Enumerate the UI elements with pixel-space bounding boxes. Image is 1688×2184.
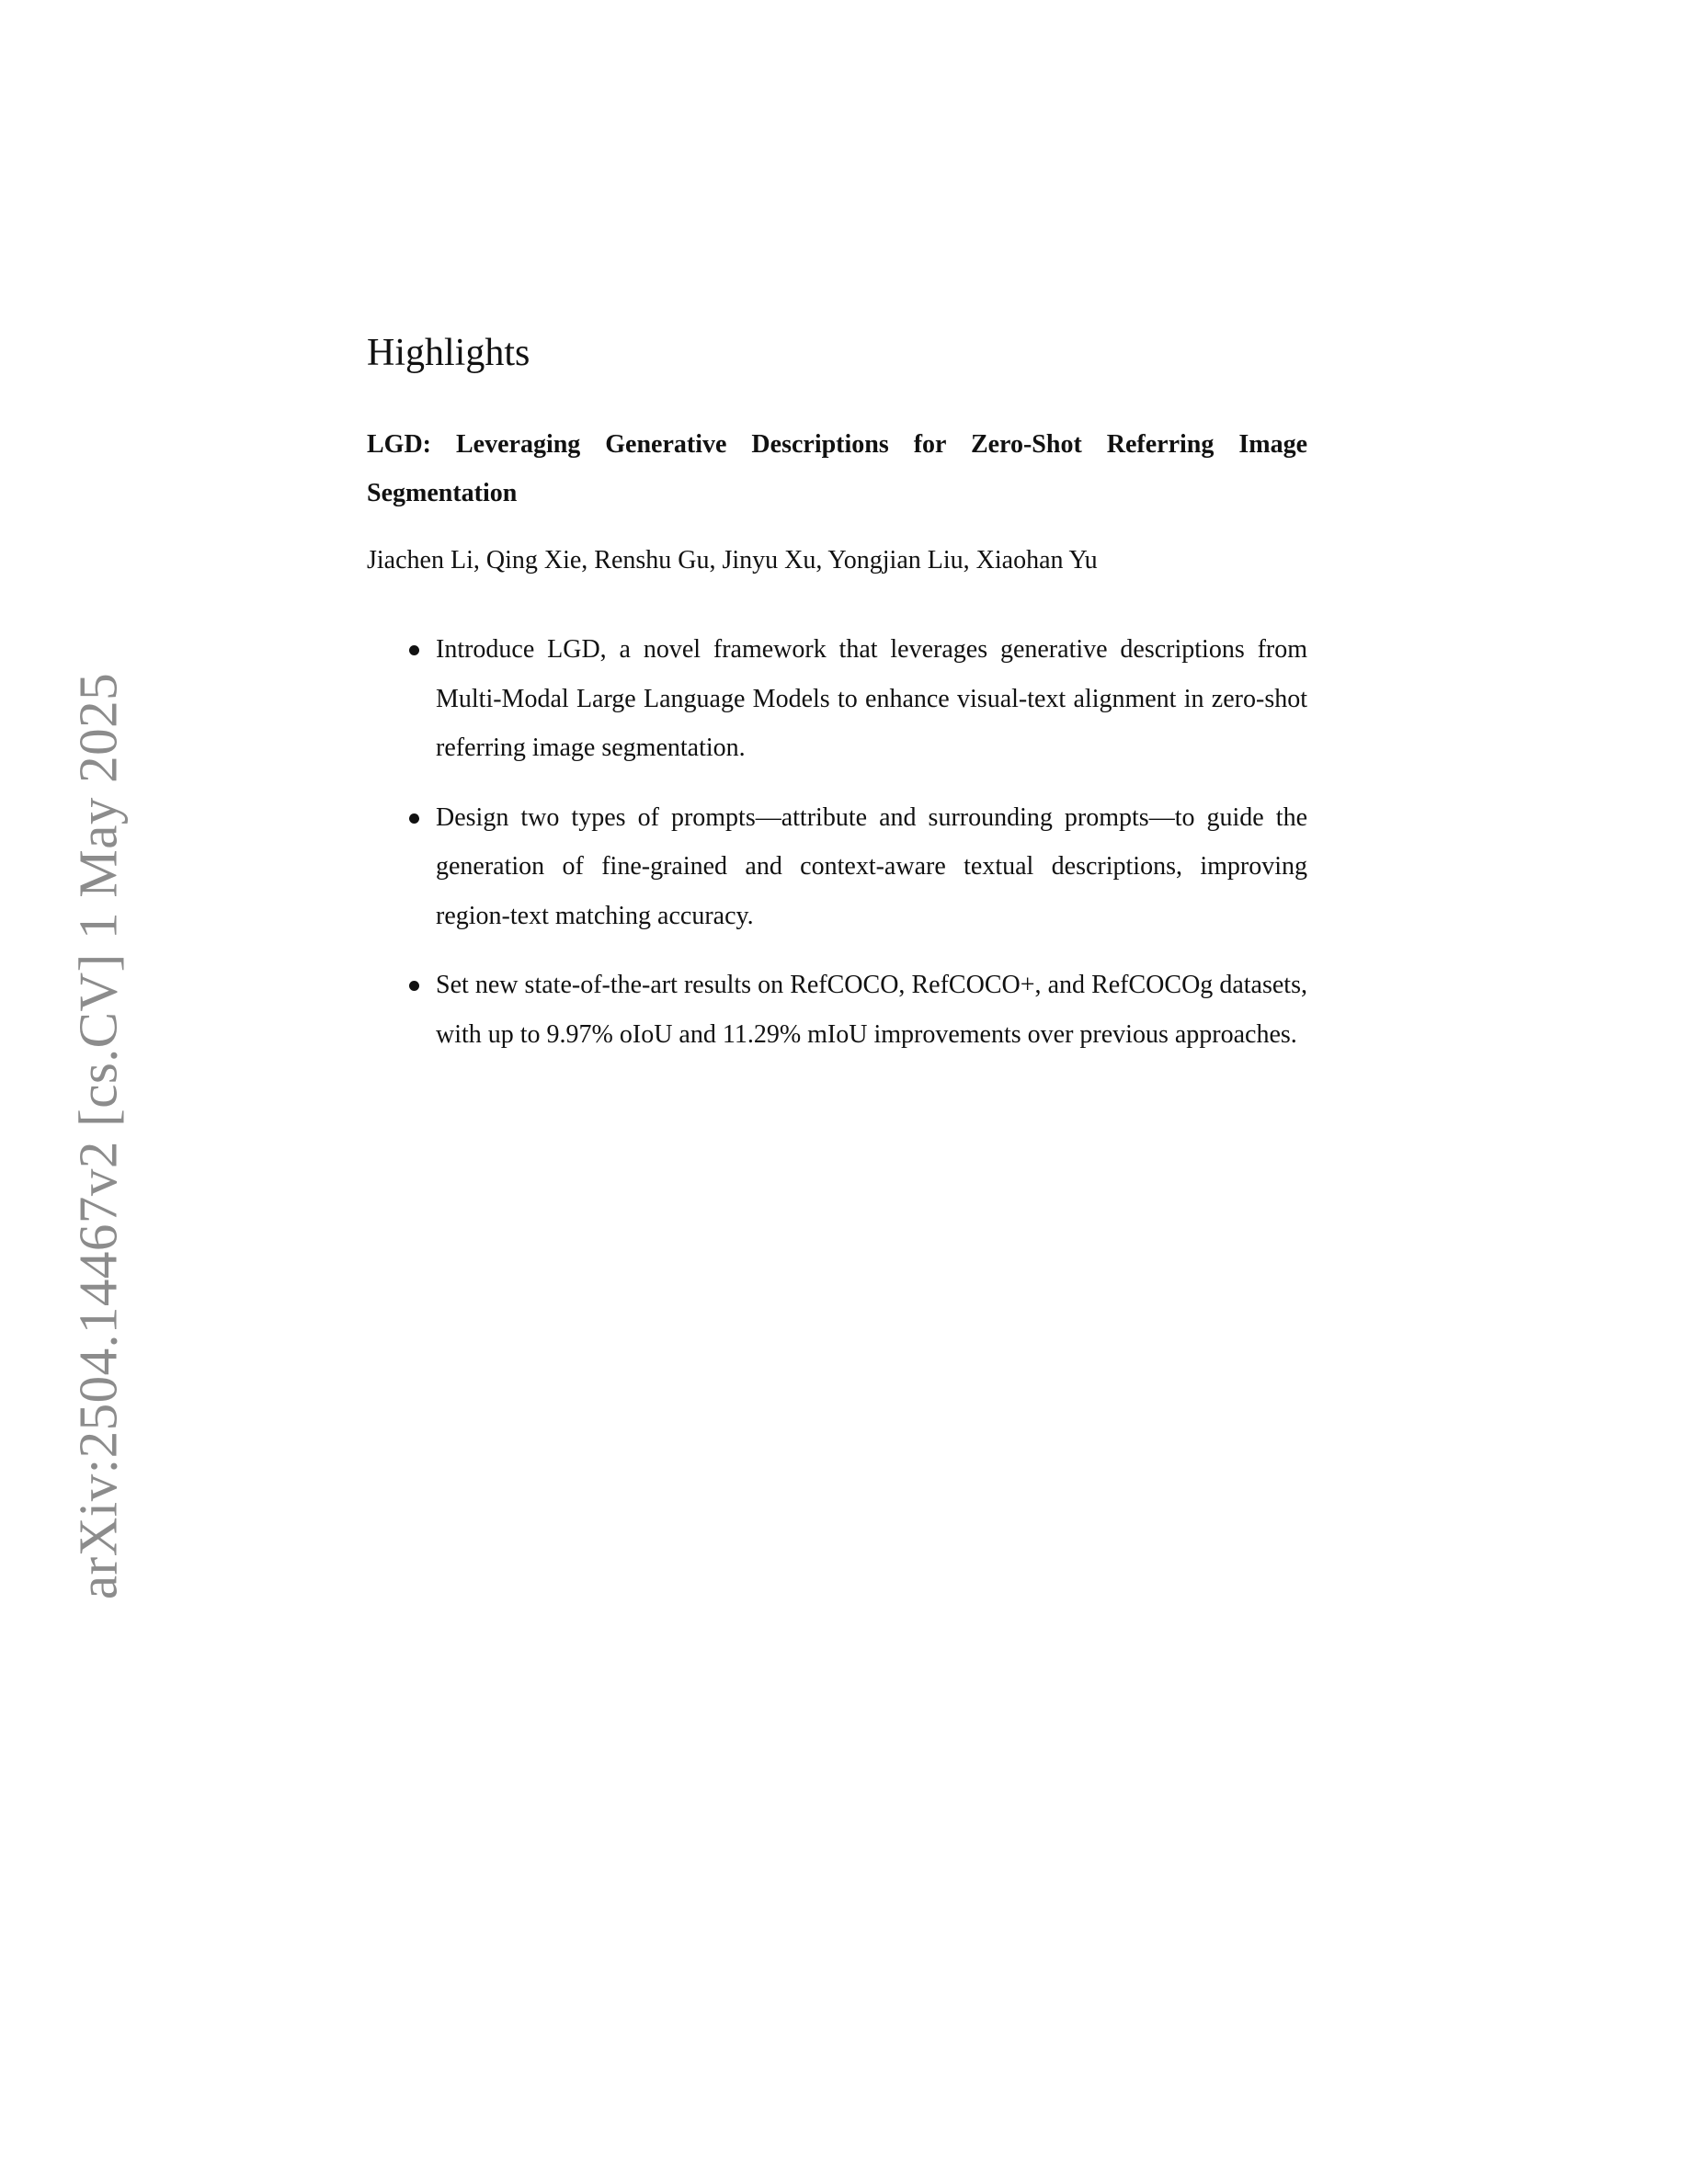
arxiv-identifier-stamp: arXiv:2504.14467v2 [cs.CV] 1 May 2025 [67,672,129,1600]
paper-title: LGD: Leveraging Generative Descriptions for Zero-Shot Referring Image Segmentation [367,430,1307,507]
highlights-page [367,327,1307,1079]
bullet-icon [409,645,419,655]
highlight-item [367,793,1307,941]
bullet-icon [409,813,419,824]
author-list: Jiachen Li, Qing Xie, Renshu Gu, Jinyu Xu, Yongjian Liu, Xiaohan Yu [367,546,1098,574]
highlight-text: Introduce LGD, a novel framework that leverages generative descriptions from Multi-Modal Large Language Models to enhance visual-text alignment in zero-shot referring image segmentation. [436,635,1307,762]
highlight-item [367,625,1307,773]
bullet-icon [409,981,419,991]
page-heading: Highlights [367,332,530,374]
highlight-text: Set new state-of-the-art results on RefCOCO, RefCOCO+, and RefCOCOg datasets, with up to 9.97% oIoU and 11.29% mIoU improvements over previous approaches. [436,971,1307,1049]
highlights-list [367,625,1307,1059]
highlight-item [367,961,1307,1059]
highlight-text: Design two types of prompts—attribute and surrounding prompts—to guide the generation of fine-grained and context-aware textual descriptions, improving region-text matching accuracy. [436,802,1307,930]
